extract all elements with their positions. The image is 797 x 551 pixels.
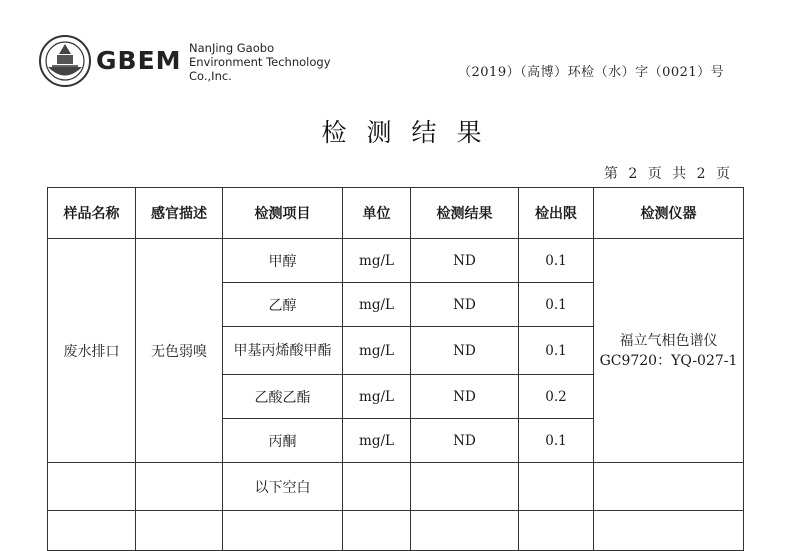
brand-name: GBEM <box>96 46 182 75</box>
empty-cell <box>48 511 136 551</box>
header-item: 检测项目 <box>223 188 343 239</box>
company-line: NanJing Gaobo <box>189 41 275 55</box>
unit-cell: mg/L <box>343 283 411 327</box>
empty-cell <box>411 463 519 511</box>
limit-cell: 0.1 <box>519 283 594 327</box>
company-line: Co.,Inc. <box>189 69 232 83</box>
empty-cell <box>343 511 411 551</box>
header-limit: 检出限 <box>519 188 594 239</box>
header-result: 检测结果 <box>411 188 519 239</box>
result-cell: ND <box>411 419 519 463</box>
item-cell: 甲基丙烯酸甲酯 <box>223 327 343 375</box>
unit-cell: mg/L <box>343 419 411 463</box>
sample-name-cell: 废水排口 <box>48 239 136 463</box>
empty-cell <box>343 463 411 511</box>
company-name <box>189 41 331 83</box>
company-seal-logo <box>38 34 92 88</box>
empty-cell <box>411 511 519 551</box>
item-cell: 甲醇 <box>223 239 343 283</box>
table-row <box>48 463 744 511</box>
result-cell: ND <box>411 327 519 375</box>
header-unit: 单位 <box>343 188 411 239</box>
table-row <box>48 511 744 551</box>
limit-cell: 0.1 <box>519 419 594 463</box>
unit-cell: mg/L <box>343 239 411 283</box>
empty-cell <box>594 463 744 511</box>
unit-cell: mg/L <box>343 327 411 375</box>
item-cell: 乙醇 <box>223 283 343 327</box>
document-title: 检测结果 <box>321 118 502 147</box>
sensory-cell: 无色弱嗅 <box>136 239 223 463</box>
empty-cell <box>519 511 594 551</box>
table-row <box>48 239 744 283</box>
result-cell: ND <box>411 239 519 283</box>
table-header-row <box>48 188 744 239</box>
company-line: Environment Technology <box>189 55 331 69</box>
limit-cell: 0.1 <box>519 239 594 283</box>
page-info: 第 2 页 共 2 页 <box>603 166 733 182</box>
report-number: （2019）（高博）环检（水）字（0021）号 <box>458 65 725 80</box>
header-sensory: 感官描述 <box>136 188 223 239</box>
item-cell: 丙酮 <box>223 419 343 463</box>
header-sample-name: 样品名称 <box>48 188 136 239</box>
empty-cell <box>136 463 223 511</box>
empty-cell <box>594 511 744 551</box>
item-cell: 乙酸乙酯 <box>223 375 343 419</box>
instrument-line: 福立气相色谱仪 <box>619 332 718 349</box>
empty-cell <box>136 511 223 551</box>
empty-cell <box>48 463 136 511</box>
header-instrument: 检测仪器 <box>594 188 744 239</box>
results-table <box>47 187 744 551</box>
instrument-line: GC9720：YQ-027-1 <box>599 352 738 369</box>
limit-cell: 0.2 <box>519 375 594 419</box>
empty-cell <box>223 511 343 551</box>
blank-note-cell: 以下空白 <box>223 463 343 511</box>
result-cell: ND <box>411 283 519 327</box>
result-cell: ND <box>411 375 519 419</box>
unit-cell: mg/L <box>343 375 411 419</box>
instrument-cell <box>594 239 744 463</box>
empty-cell <box>519 463 594 511</box>
limit-cell: 0.1 <box>519 327 594 375</box>
